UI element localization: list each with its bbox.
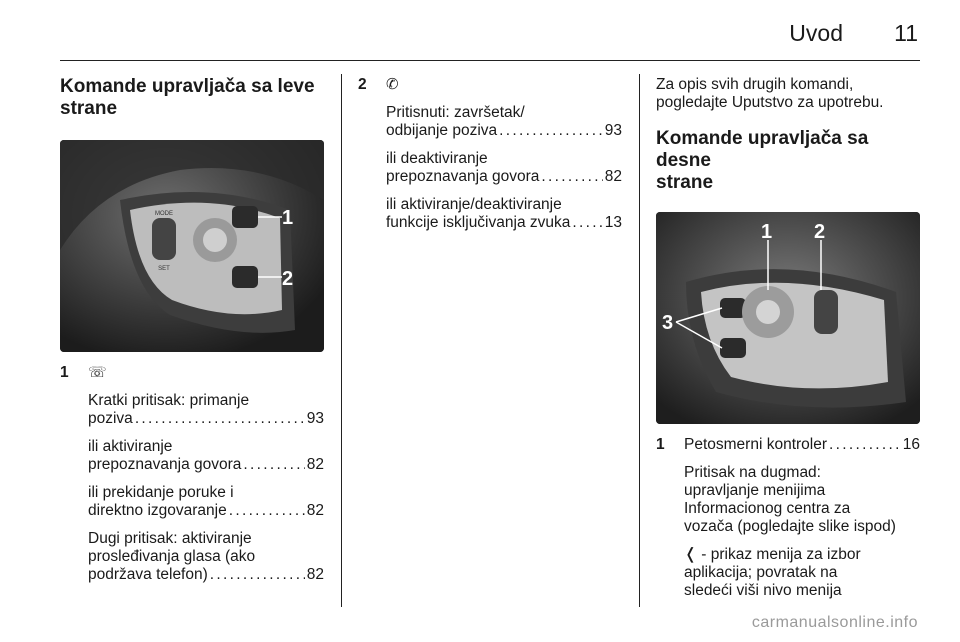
- entry-number: 2: [358, 76, 367, 93]
- entry-paragraph: Dugi pritisak: aktiviranje prosleđivanja glasa (ako podržava telefon) . . . 82: [88, 530, 324, 584]
- column-divider-left: [341, 74, 342, 607]
- svg-text:MODE: MODE: [155, 211, 173, 217]
- page-reference[interactable]: podržava telefon) . . . 82: [88, 566, 324, 584]
- entry-number: 1: [60, 364, 69, 381]
- column-divider-right: [639, 74, 640, 607]
- right-photo-callout-3: 3: [662, 312, 674, 334]
- hang-up-icon: ✆: [386, 76, 399, 93]
- middle-column: [358, 76, 622, 242]
- entry-paragraph: ❬ - prikaz menija za izbor aplikacija; povratak na sledeći viši nivo menija: [684, 546, 861, 599]
- page-reference[interactable]: prepoznavanja govora . . . 82: [386, 168, 622, 186]
- page-reference[interactable]: funkcije isključivanja zvuka . . . 13: [386, 214, 622, 232]
- entry-paragraph: ili prekidanje poruke i direktno izgovaranje . . . 82: [88, 484, 324, 520]
- chapter-title: Uvod: [789, 20, 843, 46]
- page-reference[interactable]: odbijanje poziva . . . 93: [386, 122, 622, 140]
- page-number: 11: [894, 20, 918, 46]
- entry-paragraph: ili aktiviranje prepoznavanja govora . . . 82: [88, 438, 324, 474]
- right-controls-heading: Komande upravljača sa desne strane: [656, 128, 869, 193]
- left-entry-1: [60, 364, 324, 584]
- left-photo-callout-2: 2: [282, 268, 294, 290]
- entry-paragraph: Pritisak na dugmad: upravljanje menijima Informacionog centra za vozača (pogledajte slike ispod): [684, 464, 896, 535]
- page-header: [0, 0, 960, 62]
- entry-paragraph: ili aktiviranje/deaktiviranje funkcije isključivanja zvuka . . . 13: [386, 196, 622, 232]
- page-reference[interactable]: prepoznavanja govora . . . 82: [88, 456, 324, 474]
- svg-text:SET: SET: [158, 266, 170, 272]
- left-column: [60, 76, 324, 594]
- page-reference[interactable]: Petosmerni kontroler . . . 16: [684, 436, 920, 454]
- right-column: [656, 76, 920, 610]
- phone-voice-icon: ☏: [88, 364, 107, 381]
- right-steering-controls-photo: [656, 212, 920, 424]
- right-photo-callout-2: 2: [814, 221, 826, 243]
- entry-paragraph: Kratki pritisak: primanje poziva . . . 93: [88, 392, 324, 428]
- left-controls-heading: Komande upravljača sa leve strane: [60, 76, 315, 119]
- page-reference[interactable]: direktno izgovaranje . . . 82: [88, 502, 324, 520]
- left-photo-callout-1: 1: [282, 207, 294, 229]
- entry-paragraph: Pritisnuti: završetak/ odbijanje poziva . . . 93: [386, 104, 622, 140]
- left-steering-controls-photo: [60, 140, 324, 352]
- entry-paragraph: ili deaktiviranje prepoznavanja govora . . . 82: [386, 150, 622, 186]
- intro-paragraph: Za opis svih drugih komandi, pogledajte Uputstvo za upotrebu.: [656, 76, 884, 111]
- watermark: carmanualsonline.info: [751, 614, 918, 631]
- entry-number: 1: [656, 436, 665, 453]
- page-reference[interactable]: poziva . . . 93: [88, 410, 324, 428]
- middle-entry-2: [358, 76, 622, 232]
- right-entry-1: [656, 436, 920, 600]
- header-rule: [60, 60, 920, 61]
- right-photo-callout-1: 1: [761, 221, 773, 243]
